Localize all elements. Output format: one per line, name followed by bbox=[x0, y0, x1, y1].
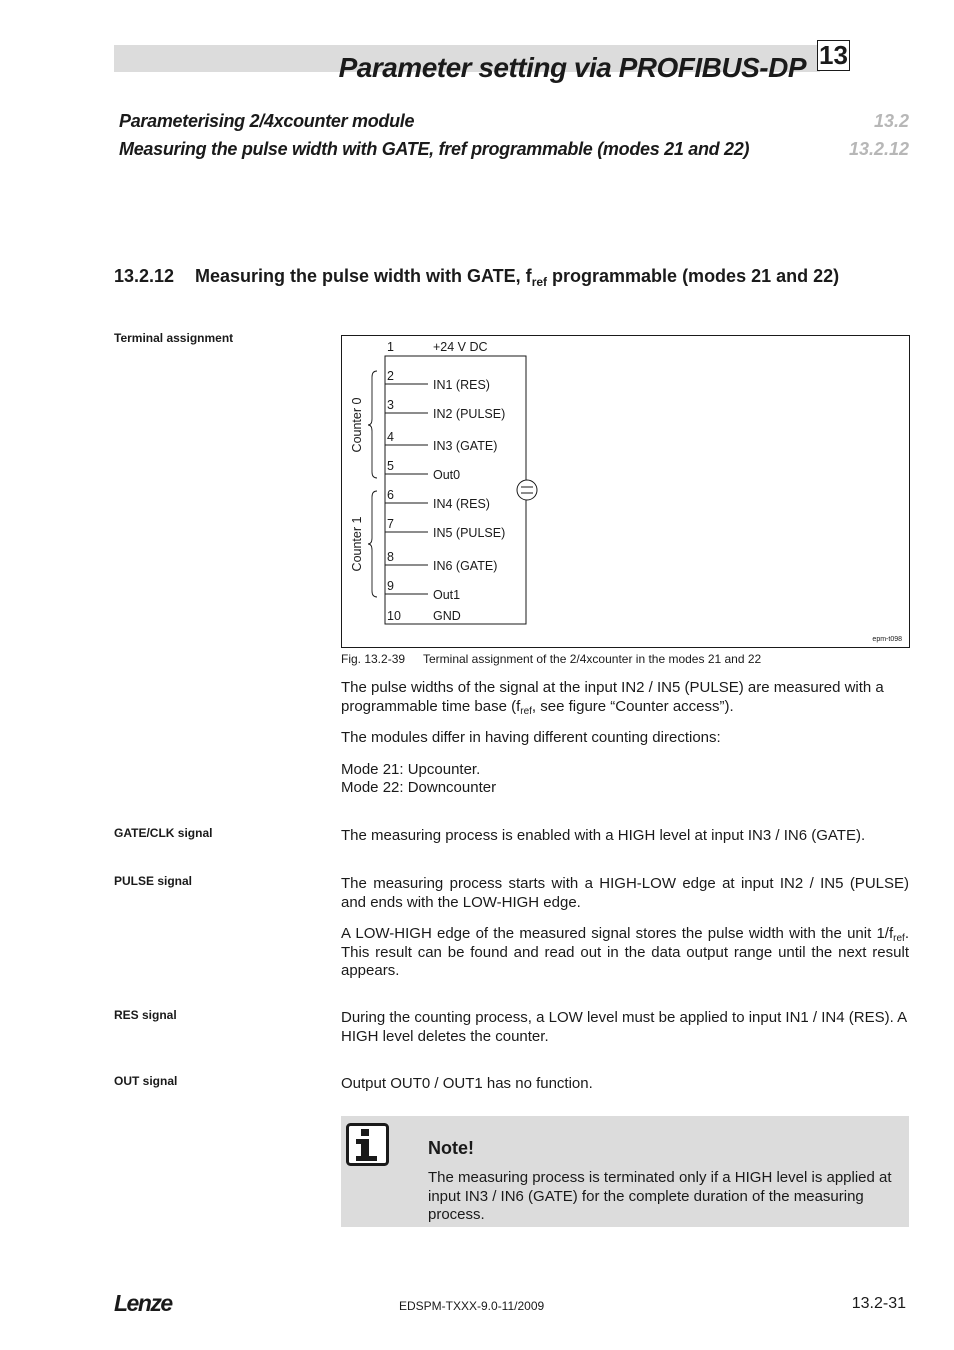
terminal-diagram bbox=[341, 335, 910, 648]
paragraph-sub: ref bbox=[893, 933, 905, 944]
section-title-post: programmable (modes 21 and 22) bbox=[547, 266, 840, 286]
chapter-title: Parameter setting via PROFIBUS-DP bbox=[338, 52, 806, 83]
terminal-number: 10 bbox=[387, 609, 401, 623]
terminal-number: 8 bbox=[387, 550, 394, 564]
figure-caption-text: Terminal assignment of the 2/4xcounter in the modes 21 and 22 bbox=[423, 652, 762, 666]
paragraph-sub: ref bbox=[520, 705, 532, 717]
terminal-number: 1 bbox=[387, 340, 394, 354]
terminal-number: 2 bbox=[387, 369, 394, 383]
mode-21-text: Mode 21: Upcounter. bbox=[341, 761, 481, 778]
figure-caption-number: Fig. 13.2-39 bbox=[341, 652, 406, 666]
brace-counter-0 bbox=[368, 371, 377, 478]
paragraph-text: . This result can be found and read out in the data output range until the next result appears. bbox=[341, 925, 909, 979]
paragraph-gate: The measuring process is enabled with a HIGH level at input IN3 / IN6 (GATE). bbox=[341, 827, 866, 844]
label-out-signal: OUT signal bbox=[114, 1074, 178, 1088]
paragraph-pulse-2 bbox=[341, 925, 909, 981]
terminal-label: Out0 bbox=[433, 468, 461, 482]
section-number: 13.2.12 bbox=[114, 266, 175, 286]
mode-22-text: Mode 22: Downcounter bbox=[341, 779, 497, 796]
subheading-topic-number: 13.2.12 bbox=[848, 139, 909, 159]
terminal-label: IN1 (RES) bbox=[433, 378, 490, 392]
chapter-number-badge: 13 bbox=[817, 40, 850, 71]
brace-counter-1 bbox=[368, 491, 377, 597]
terminal-label: +24 V DC bbox=[433, 340, 488, 354]
figure-caption bbox=[341, 652, 761, 666]
terminal-label: Out1 bbox=[433, 588, 461, 602]
terminal-label: IN4 (RES) bbox=[433, 497, 490, 511]
paragraph-out: Output OUT0 / OUT1 has no function. bbox=[341, 1075, 593, 1092]
subheading-topic: Measuring the pulse width with GATE, fref programmable (modes 21 and 22) bbox=[119, 139, 750, 159]
terminal-label: IN6 (GATE) bbox=[433, 559, 498, 573]
section-title-sub: ref bbox=[531, 275, 548, 289]
lenze-logo: Lenze bbox=[114, 1290, 172, 1316]
note-title: Note! bbox=[428, 1138, 474, 1158]
terminal-label: IN5 (PULSE) bbox=[433, 526, 506, 540]
section-heading bbox=[114, 266, 839, 289]
group-label-counter-0: Counter 0 bbox=[350, 397, 364, 453]
paragraph-res: During the counting process, a LOW level must be applied to input IN1 / IN4 (RES). A HIGH level deletes the counter. bbox=[341, 1009, 907, 1045]
note-text: The measuring process is terminated only if a HIGH level is applied at input IN3 / IN6 (GATE) for the complete duration of the measuring process. bbox=[428, 1169, 892, 1223]
terminal-number: 6 bbox=[387, 488, 394, 502]
terminal-label: GND bbox=[433, 609, 461, 623]
paragraph-pulse-1: The measuring process starts with a HIGH-LOW edge at input IN2 / IN5 (PULSE) and ends with the LOW-HIGH edge. bbox=[341, 875, 909, 911]
connector-box bbox=[385, 356, 526, 624]
group-label-counter-1: Counter 1 bbox=[350, 516, 364, 572]
terminal-number: 9 bbox=[387, 579, 394, 593]
label-terminal-assignment: Terminal assignment bbox=[114, 331, 234, 345]
subheading-module: Parameterising 2/4xcounter module bbox=[119, 111, 415, 131]
terminal-number: 7 bbox=[387, 517, 394, 531]
figure-tag: epm-t098 bbox=[872, 636, 902, 643]
terminal-number: 4 bbox=[387, 430, 394, 444]
terminal-number: 3 bbox=[387, 398, 394, 412]
paragraph-pulse-width bbox=[341, 679, 909, 716]
paragraph-text: , see figure “Counter access”). bbox=[531, 697, 734, 715]
document-id: EDSPM-TXXX-9.0-11/2009 bbox=[399, 1299, 545, 1313]
paragraph-directions: The modules differ in having different counting directions: bbox=[341, 729, 721, 746]
label-res-signal: RES signal bbox=[114, 1008, 177, 1022]
page-number: 13.2-31 bbox=[851, 1295, 906, 1312]
label-pulse-signal: PULSE signal bbox=[114, 874, 193, 888]
paragraph-text: The pulse widths of the signal at the input IN2 / IN5 (PULSE) are measured with a programmable time base (f bbox=[341, 679, 884, 715]
terminal-label: IN3 (GATE) bbox=[433, 439, 498, 453]
label-gate-signal: GATE/CLK signal bbox=[114, 826, 213, 840]
terminal-number: 5 bbox=[387, 459, 394, 473]
terminal-label: IN2 (PULSE) bbox=[433, 407, 506, 421]
paragraph-text: A LOW-HIGH edge of the measured signal stores the pulse width with the unit 1/f bbox=[341, 925, 894, 942]
info-icon bbox=[346, 1123, 390, 1167]
equipotential-icon bbox=[517, 480, 537, 500]
subheading-module-number: 13.2 bbox=[873, 111, 909, 131]
section-title-pre: Measuring the pulse width with GATE, f bbox=[195, 266, 532, 286]
